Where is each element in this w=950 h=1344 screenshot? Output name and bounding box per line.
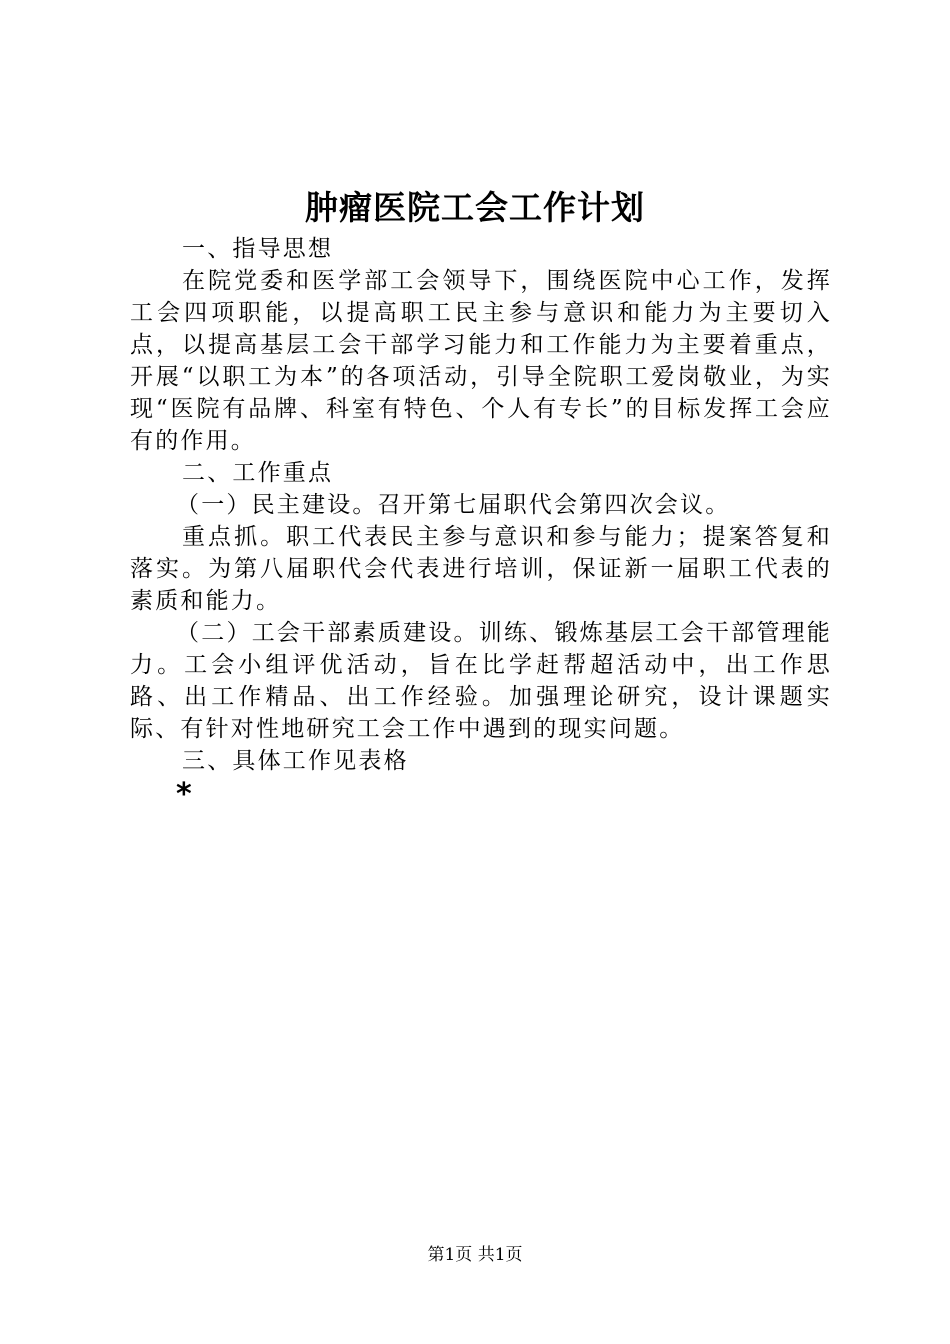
section-heading-specific-work: 三、具体工作见表格 bbox=[182, 748, 409, 774]
document-title: 肿瘤医院工会工作计划 bbox=[305, 188, 645, 227]
section-heading-guiding-ideology: 一、指导思想 bbox=[182, 236, 334, 262]
subsection-democracy-building: （一）民主建设。召开第七届职代会第四次会议。 bbox=[176, 492, 731, 518]
subsection-cadre-quality: （二）工会干部素质建设。训练、锻炼基层工会干部管理能力。工会小组评优活动，旨在比学赶帮超活动中，出工作思路、出工作精品、出工作经验。加强理论研究，设计课题实际、有针对性地研究工会工作中遇到的现实问题。 bbox=[130, 620, 832, 742]
asterisk-marker: * bbox=[176, 777, 194, 812]
paragraph-democracy-focus: 重点抓。职工代表民主参与意识和参与能力；提案答复和落实。为第八届职代会代表进行培训，保证新一届职工代表的素质和能力。 bbox=[130, 524, 832, 614]
section-heading-work-focus: 二、工作重点 bbox=[182, 460, 334, 486]
document-body bbox=[130, 233, 832, 813]
paragraph-guiding-ideology: 在院党委和医学部工会领导下，围绕医院中心工作，发挥工会四项职能，以提高职工民主参与意识和能力为主要切入点，以提高基层工会干部学习能力和工作能力为主要着重点，开展“以职工为本”的各项活动，引导全院职工爱岗敬业，为实现“医院有品牌、科室有特色、个人有专长”的目标发挥工会应有的作用。 bbox=[130, 268, 832, 454]
page-footer: 第1页 共1页 bbox=[427, 1245, 523, 1265]
